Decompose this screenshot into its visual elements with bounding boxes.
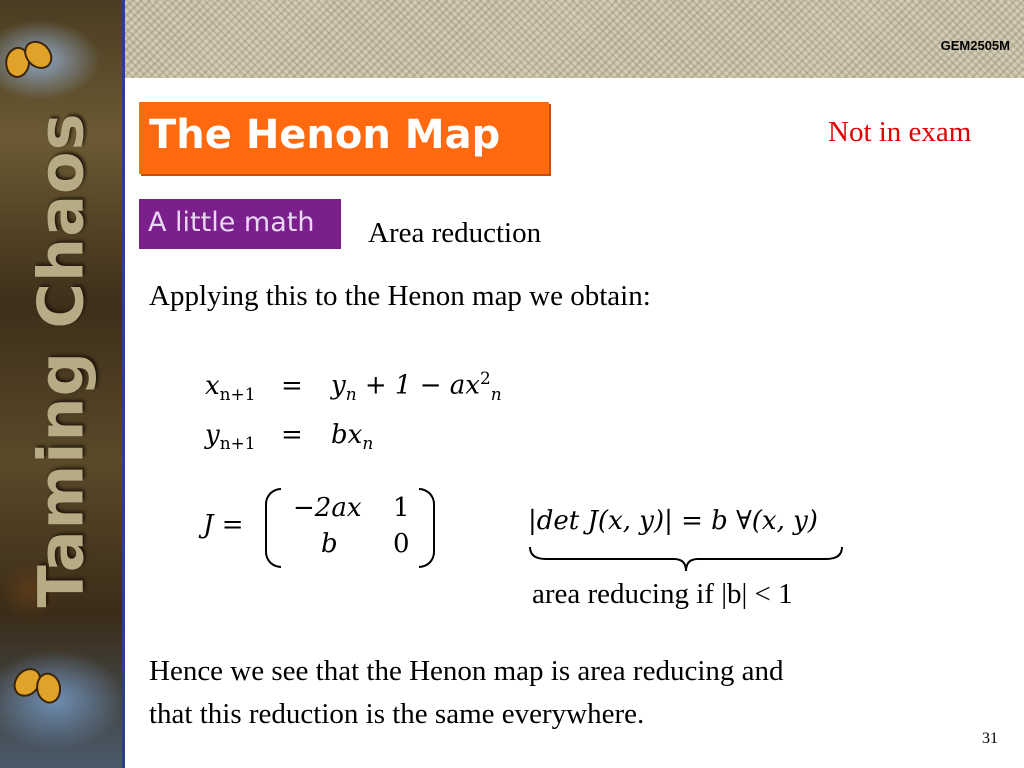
right-paren	[419, 488, 435, 568]
page-number: 31	[982, 730, 998, 747]
sidebar-title: Taming Chaos	[24, 112, 98, 608]
jacobian-label: J =	[203, 510, 244, 540]
butterfly-icon	[0, 37, 53, 81]
conclusion-line-2: that this reduction is the same everywhere.	[149, 698, 645, 730]
header-band	[125, 0, 1024, 78]
matrix-cell: 0	[393, 529, 410, 559]
matrix-cell: b	[321, 529, 338, 559]
course-code: GEM2505M	[940, 38, 1010, 53]
intro-text: Applying this to the Henon map we obtain:	[149, 280, 651, 312]
area-condition: area reducing if |b| < 1	[532, 578, 793, 610]
butterfly-icon	[11, 665, 63, 706]
title-box	[139, 102, 549, 174]
matrix-cell: −2ax	[293, 493, 362, 523]
sidebar-decoration	[0, 0, 122, 768]
not-in-exam-note: Not in exam	[828, 116, 972, 148]
section-tag-label: A little math	[148, 207, 315, 238]
matrix-cell: 1	[393, 493, 410, 523]
conclusion-line-1: Hence we see that the Henon map is area reducing and	[149, 655, 784, 687]
slide-title: The Henon Map	[149, 112, 501, 158]
henon-equation-y: $y_{n+1} = bx_n$	[205, 420, 374, 454]
determinant-expression: |det J(x, y)| = b ∀(x, y)	[528, 506, 818, 536]
section-tag	[139, 199, 341, 249]
henon-equation-x: $x_{n+1} = y_n + 1 - ax^2_n$	[205, 368, 502, 404]
left-paren	[265, 488, 281, 568]
matrix	[265, 488, 435, 566]
sidebar-border	[122, 0, 125, 768]
section-subtitle: Area reduction	[368, 217, 542, 249]
underbrace	[528, 545, 844, 575]
